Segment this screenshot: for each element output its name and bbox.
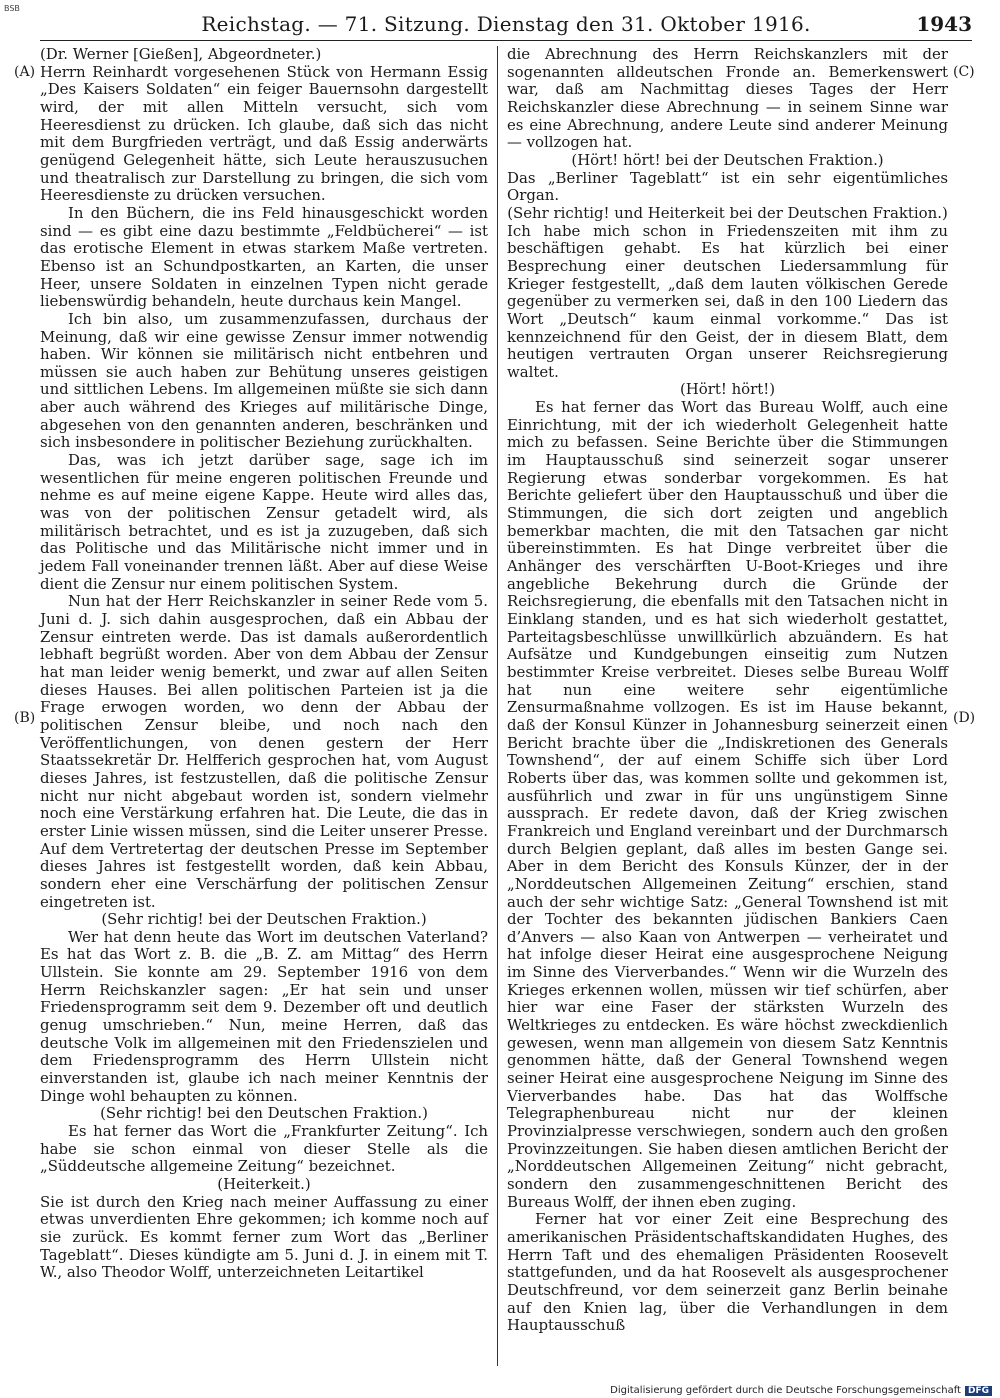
page-number: 1943 <box>916 12 972 36</box>
funding-note: Digitalisierung gefördert durch die Deutsche Forschungsgemeinschaft <box>610 1385 961 1396</box>
margin-mark-d: (D) <box>953 710 976 726</box>
margin-mark-b: (B) <box>14 710 36 726</box>
paragraph: In den Büchern, die ins Feld hinausgeschickt worden sind — es gibt eine dazu bestimmte „Feldbücherei“ — ist das erotische Element in etwas starkem Maße vertreten. Ebenso ist an Schundpostkarten, an Karten, die unser Heer, unsere Soldaten in einzelnen Typen nicht gerade liebenswürdig behandeln, heute durchaus kein Mangel. <box>40 203 488 311</box>
speaker-line: (Dr. Werner [Gießen], Abgeordneter.) <box>40 45 322 63</box>
paragraph: Ich habe mich schon in Friedenszeiten mit ihm zu beschäftigen gehabt. Es hat kürzlich bei einer Besprechung einer deutschen Liedersammlung für Krieger festgestellt, „daß dem lauten völkischen Gerede gegenüber zu vermerken sei, daß in den 100 Liedern das Wort „Deutsch“ kaum einmal vorkomme.“ Das ist kennzeichnend für den Geist, der in diesem Blatt, dem heutigen vertrauten Organ unserer Reichsregierung waltet. <box>507 221 948 381</box>
page-title: Reichstag. — 71. Sitzung. Dienstag den 31. Oktober 1916. <box>201 12 811 36</box>
interjection: (Hört! hört! bei der Deutschen Fraktion.) <box>571 150 884 169</box>
funding-footer <box>610 1385 992 1396</box>
paragraph: Das „Berliner Tageblatt“ ist ein sehr eigentümliches Organ. <box>507 168 948 205</box>
paragraph: Herrn Reinhardt vorgesehenen Stück von Hermann Essig „Des Kaisers Soldaten“ ein feiger Bauernsohn dargestellt wird, der mit allen Mitteln versucht, sich vom Heeresdienst zu drücken. Ich glaube, daß sich das nicht mit dem Burgfrieden verträgt, und daß Essig anderwärts genügend Gelegenheit hätte, sich Leute herauszusuchen und theatralisch zur Darstellung zu bringen, die sich vom Heeresdienste zu drücken versuchen. <box>40 62 488 205</box>
left-column <box>40 46 488 1282</box>
paragraph: Sie ist durch den Krieg nach meiner Auffassung zu einer etwas unverdienten Ehre gekommen; ich komme noch auf sie zurück. Es kommt ferner zum Wort das „Berliner Tageblatt“. Dieses kündigte am 5. Juni d. J. in einem mit T. W., also Theodor Wolff, unterzeichneten Leitartikel <box>40 1192 488 1282</box>
right-column <box>507 46 948 1335</box>
library-stamp: BSB <box>4 4 20 13</box>
interjection: (Sehr richtig! bei der Deutschen Fraktion.) <box>101 910 427 929</box>
paragraph: Wer hat denn heute das Wort im deutschen Vaterland? Es hat das Wort z. B. die „B. Z. am Mittag“ des Herrn Ullstein. Sie konnte am 29. September 1916 von dem Herrn Reichskanzler sagen: „Er hat sein und unser Friedensprogramm seit dem 9. Dezember oft und deutlich genug umschrieben.“ Nun, meine Herren, daß das deutsche Volk im allgemeinen mit den Friedenszielen und dem Friedensprogramm des Herrn Ullstein nicht einverstanden ist, glaube ich nach meiner Kenntnis der Dinge wohl behaupten zu können. <box>40 927 488 1105</box>
paragraph: Es hat ferner das Wort die „Frankfurter Zeitung“. Ich habe sie schon einmal von dieser Stelle als die „Süddeutsche allgemeine Zeitung“ bezeichnet. <box>40 1122 488 1176</box>
interjection: (Heiterkeit.) <box>217 1175 311 1193</box>
interjection: (Sehr richtig! bei den Deutschen Fraktion.) <box>100 1104 428 1123</box>
paragraph: Nun hat der Herr Reichskanzler in seiner Rede vom 5. Juni d. J. sich dahin ausgesprochen, daß ein Abbau der Zensur eintreten werde. Das ist damals außerordentlich lebhaft begrüßt worden. Aber von dem Abbau der Zensur hat man leider wenig bemerkt, und zwar auf allen Seiten dieses Hauses. Bei allen politischen Parteien ist ja die Frage erwogen worden, wo denn der Abbau der politischen Zensur bleibe, und noch nach den Veröffentlichungen, von denen gestern der Herr Staatssekretär Dr. Helfferich gesprochen hat, vom August dieses Jahres, ist festzustellen, daß die politische Zensur nicht nur nicht abgebaut worden ist, sondern vielmehr noch eine Verstärkung erfahren hat. Die Leute, die das in erster Linie wissen müssen, sind die Leiter unserer Presse. Auf dem Vertretertag der deutschen Presse im September dieses Jahres ist festgestellt worden, daß kein Abbau, sondern eher eine Verschärfung der politischen Zensur eingetreten ist. <box>40 592 488 911</box>
dfg-logo: DFG <box>965 1386 992 1396</box>
page-header <box>40 10 972 41</box>
paragraph: Es hat ferner das Wort das Bureau Wolff, auch eine Einrichtung, mit der ich wiederholt Gelegenheit hatte mich zu befassen. Seine Berichte über die Stimmungen im Hauptausschuß sind seinerzeit sogar unserer Regierung etwas sonderbar vorgekommen. Es hat Berichte geliefert über den Hauptausschuß und über die Stimmungen, die sich dort zeigten und angeblich bemerkbar machten, die mit den Tatsachen gar nicht übereinstimmten. Es hat Dinge verbreitet über die Anhänger des verschärften U-Boot-Krieges und ihre angebliche Bekehrung durch die Gründe der Reichsregierung, die ebenfalls mit den Tatsachen nicht in Einklang standen, und es hat sich wiederholt gestattet, Parteitagsbeschlüsse unwillkürlich abzuändern. Es hat Aufsätze und Kundgebungen einseitig zum Nutzen bestimmter Kreise verbreitet. Dieses selbe Bureau Wolff hat nun eine weitere sehr eigentümliche Zensurmaßnahme vollzogen. Es ist im Hause bekannt, daß der Konsul Künzer in Johannesburg seinerzeit einen Bericht brachte über die „Indiskretionen des Generals Townshend“, der auf einem Schiffe sich über Lord Roberts über das, was kommen sollte und gekommen ist, ausführlich und zwar in für uns ungünstigem Sinne aussprach. Er redete davon, daß der Krieg zwischen Frankreich und England vereinbart und der Durchmarsch durch Belgien geplant, daß alles im besten Gange sei. Aber in dem Bericht des Konsuls Künzer, der in der „Norddeutschen Allgemeinen Zeitung“ erschien, stand auch der sehr wichtige Satz: „General Townshend ist mit der Tochter des bekannten jüdischen Bankiers Caen d’Anvers — also Kaan von Antwerpen — verheiratet und hat infolge dieser Heirat eine ausgesprochene Neigung im Sinne des Vierverbandes.“ Wenn wir die Wurzeln des Krieges erkennen wollen, müssen wir tief schürfen, aber hier war eine Faser der stärksten Wurzeln des Weltkrieges zu entdecken. Es wäre höchst zweckdienlich gewesen, wenn man allgemein von diesem Satz Kenntnis genommen hätte, daß der General Townshend wegen seiner Heirat eine ausgesprochene Neigung im Sinne des Vierverbandes habe. Das hat das Wolffsche Telegraphenbureau nicht nur der kleinen Provinzialpresse verschwiegen, sondern auch den großen Provinzzeitungen. Sie haben diesen amtlichen Bericht der „Norddeutschen Allgemeinen Zeitung“ nicht gebracht, sondern den zusammengeschnittenen Bericht des Bureaus Wolff, der ihnen eben zuging. <box>507 398 948 1211</box>
column-divider <box>497 46 498 1366</box>
paragraph: die Abrechnung des Herrn Reichskanzlers mit der sogenannten alldeutschen Fronde an. Bemerkenswert war, daß am Nachmittag dieses Tages der Herr Reichskanzler diese Abrechnung — in seinem Sinne war es eine Abrechnung, andere Leute sind anderer Meinung — vollzogen hat. <box>507 45 948 152</box>
paragraph: Ferner hat vor einer Zeit eine Besprechung des amerikanischen Präsidentschaftskandidaten Hughes, des Herrn Taft und des ehemaligen Präsidenten Roosevelt stattgefunden, und da hat Roosevelt als ausgesprochener Deutschfreund, vor dem seinerzeit ganz Berlin beinahe auf den Knien lag, über die Verhandlungen in dem Hauptausschuß <box>507 1210 948 1335</box>
paragraph: Ich bin also, um zusammenzufassen, durchaus der Meinung, daß wir eine gewisse Zensur immer notwendig haben. Wir können sie militärisch nicht entbehren und müssen sie auch haben zur Behütung unseres geistigen und sittlichen Lebens. Im allgemeinen müßte sie sich dann aber auch während des Krieges auf militärische Dinge, abgesehen von den genannten anderen, beschränken und sich insbesondere in politischer Beziehung zurückhalten. <box>40 309 488 452</box>
interjection: (Hört! hört!) <box>679 380 776 399</box>
margin-mark-a: (A) <box>14 64 36 80</box>
margin-mark-c: (C) <box>953 64 975 80</box>
interjection: (Sehr richtig! und Heiterkeit bei der Deutschen Fraktion.) <box>507 203 948 222</box>
paragraph: Das, was ich jetzt darüber sage, sage ich im wesentlichen für meine engeren politischen Freunde und nehme es auf meine eigene Kappe. Heute wird alles das, was von der politischen Zensur getadelt wird, als militärisch betrachtet, und es ist ja zuzugeben, daß sich das Politische und das Militärische nicht immer und in jedem Fall voneinander trennen läßt. Aber auf diese Weise dient die Zensur nur einem politischen System. <box>40 451 488 593</box>
